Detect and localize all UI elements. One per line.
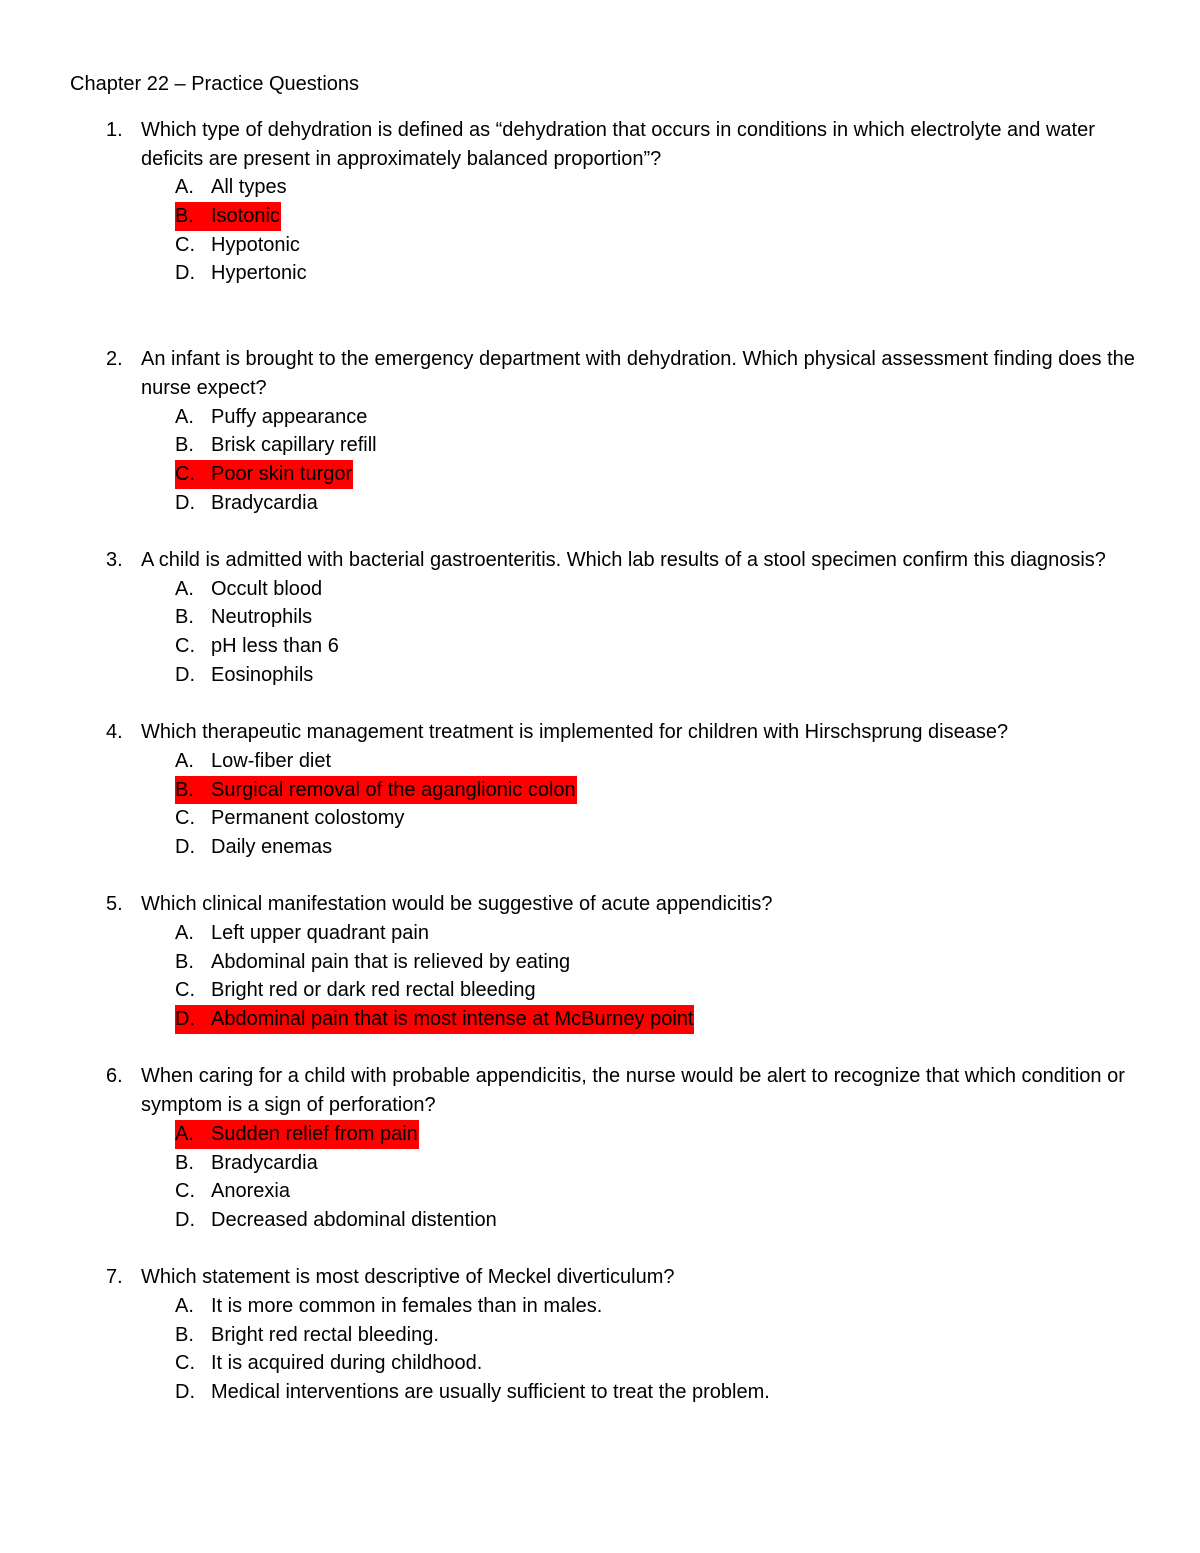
option-d xyxy=(175,661,1150,690)
option-c xyxy=(175,1177,1150,1206)
option-text: Left upper quadrant pain xyxy=(211,921,429,944)
question-7 xyxy=(70,1263,1150,1406)
option-d xyxy=(175,259,1150,288)
question-text: Which type of dehydration is defined as “dehydration that occurs in conditions in which electrolyte and water deficits are present in approximately balanced proportion”? xyxy=(141,119,1095,170)
option-d xyxy=(175,1378,1150,1407)
option-text: Hypotonic xyxy=(211,233,300,256)
option-d xyxy=(175,1005,1150,1034)
question-text: A child is admitted with bacterial gastroenteritis. Which lab results of a stool specimen confirm this diagnosis? xyxy=(141,549,1106,571)
option-a xyxy=(175,1292,1150,1321)
option-letter: D. xyxy=(175,1008,195,1031)
option-text: Bright red rectal bleeding. xyxy=(211,1323,439,1346)
option-text: pH less than 6 xyxy=(211,635,339,658)
question-number: 3. xyxy=(106,549,123,571)
option-letter: A. xyxy=(175,577,194,600)
option-text: Brisk capillary refill xyxy=(211,434,377,457)
option-letter: C. xyxy=(175,807,195,830)
option-text: Surgical removal of the aganglionic colon xyxy=(211,778,576,801)
question-number: 2. xyxy=(106,348,123,371)
option-letter: B. xyxy=(175,1323,194,1346)
option-letter: A. xyxy=(175,749,194,772)
option-letter: C. xyxy=(175,979,195,1002)
option-letter: B. xyxy=(175,1151,194,1174)
option-list xyxy=(70,173,1150,288)
option-a xyxy=(175,747,1150,776)
option-a xyxy=(175,575,1150,604)
option-text: Bradycardia xyxy=(211,1151,318,1174)
option-a xyxy=(175,173,1150,202)
option-text: Medical interventions are usually sufficient to treat the problem. xyxy=(211,1381,770,1404)
option-text: Poor skin turgor xyxy=(211,462,353,485)
option-text: Puffy appearance xyxy=(211,405,368,428)
question-5 xyxy=(70,890,1150,1033)
option-text: Occult blood xyxy=(211,577,323,600)
option-text: All types xyxy=(211,176,287,199)
question-text: Which therapeutic management treatment is implemented for children with Hirschsprung disease? xyxy=(141,721,1009,744)
option-list xyxy=(70,747,1150,862)
option-letter: D. xyxy=(175,663,195,686)
option-text: Bright red or dark red rectal bleeding xyxy=(211,979,536,1002)
option-letter: B. xyxy=(175,205,194,228)
option-list xyxy=(70,575,1150,690)
option-text: Bradycardia xyxy=(211,491,318,514)
option-a xyxy=(175,919,1150,948)
option-letter: A. xyxy=(175,405,194,428)
option-b xyxy=(175,948,1150,977)
option-letter: A. xyxy=(175,176,194,199)
question-number: 4. xyxy=(106,721,123,744)
question-text: When caring for a child with probable appendicitis, the nurse would be alert to recognize that which condition or symptom is a sign of perforation? xyxy=(141,1065,1125,1117)
option-list xyxy=(70,1120,1150,1235)
option-c xyxy=(175,976,1150,1005)
option-letter: A. xyxy=(175,921,194,944)
option-b xyxy=(175,776,1150,805)
option-text: Daily enemas xyxy=(211,835,333,858)
option-text: Decreased abdominal distention xyxy=(211,1208,497,1231)
question-2 xyxy=(70,345,1150,517)
option-c xyxy=(175,1349,1150,1378)
option-letter: B. xyxy=(175,434,194,457)
question-1 xyxy=(70,116,1150,288)
option-d xyxy=(175,1206,1150,1235)
option-text: Abdominal pain that is most intense at McBurney point xyxy=(211,1008,694,1031)
question-text: An infant is brought to the emergency department with dehydration. Which physical assessment finding does the nurse expect? xyxy=(141,348,1135,399)
option-letter: C. xyxy=(175,233,195,256)
option-text: It is acquired during childhood. xyxy=(211,1352,483,1375)
option-c xyxy=(175,632,1150,661)
option-text: It is more common in females than in males. xyxy=(211,1294,603,1317)
option-text: Anorexia xyxy=(211,1180,290,1203)
option-c xyxy=(175,804,1150,833)
option-text: Low-fiber diet xyxy=(211,749,332,772)
option-d xyxy=(175,489,1150,518)
question-3 xyxy=(70,546,1150,689)
option-c xyxy=(175,460,1150,489)
option-a xyxy=(175,1120,1150,1149)
option-letter: C. xyxy=(175,1352,195,1375)
option-list xyxy=(70,403,1150,518)
option-list xyxy=(70,919,1150,1034)
option-text: Permanent colostomy xyxy=(211,807,405,830)
option-text: Neutrophils xyxy=(211,606,313,629)
option-list xyxy=(70,1292,1150,1407)
question-number: 1. xyxy=(106,119,123,141)
option-a xyxy=(175,403,1150,432)
option-letter: D. xyxy=(175,1381,195,1404)
option-letter: B. xyxy=(175,606,194,629)
option-text: Isotonic xyxy=(211,205,280,228)
question-number: 7. xyxy=(106,1266,123,1289)
option-text: Abdominal pain that is relieved by eating xyxy=(211,950,571,973)
option-letter: D. xyxy=(175,1208,195,1231)
document-page xyxy=(70,70,1150,1407)
option-letter: A. xyxy=(175,1122,194,1145)
question-text: Which clinical manifestation would be suggestive of acute appendicitis? xyxy=(141,893,773,916)
option-b xyxy=(175,1149,1150,1178)
option-letter: D. xyxy=(175,835,195,858)
question-number: 6. xyxy=(106,1065,123,1088)
option-b xyxy=(175,1321,1150,1350)
question-number: 5. xyxy=(106,893,123,916)
option-letter: B. xyxy=(175,950,194,973)
option-letter: B. xyxy=(175,778,194,801)
option-letter: A. xyxy=(175,1294,194,1317)
option-b xyxy=(175,603,1150,632)
document-title: Chapter 22 – Practice Questions xyxy=(70,73,360,95)
question-text: Which statement is most descriptive of Meckel diverticulum? xyxy=(141,1266,675,1289)
option-text: Hypertonic xyxy=(211,262,307,285)
option-text: Eosinophils xyxy=(211,663,314,686)
option-c xyxy=(175,231,1150,260)
question-4 xyxy=(70,718,1150,861)
option-letter: C. xyxy=(175,462,195,485)
option-b xyxy=(175,431,1150,460)
option-letter: D. xyxy=(175,491,195,514)
option-letter: C. xyxy=(175,1180,195,1203)
option-letter: D. xyxy=(175,262,195,285)
option-d xyxy=(175,833,1150,862)
option-letter: C. xyxy=(175,635,195,658)
option-text: Sudden relief from pain xyxy=(211,1122,418,1145)
option-b xyxy=(175,202,1150,231)
question-6 xyxy=(70,1062,1150,1234)
